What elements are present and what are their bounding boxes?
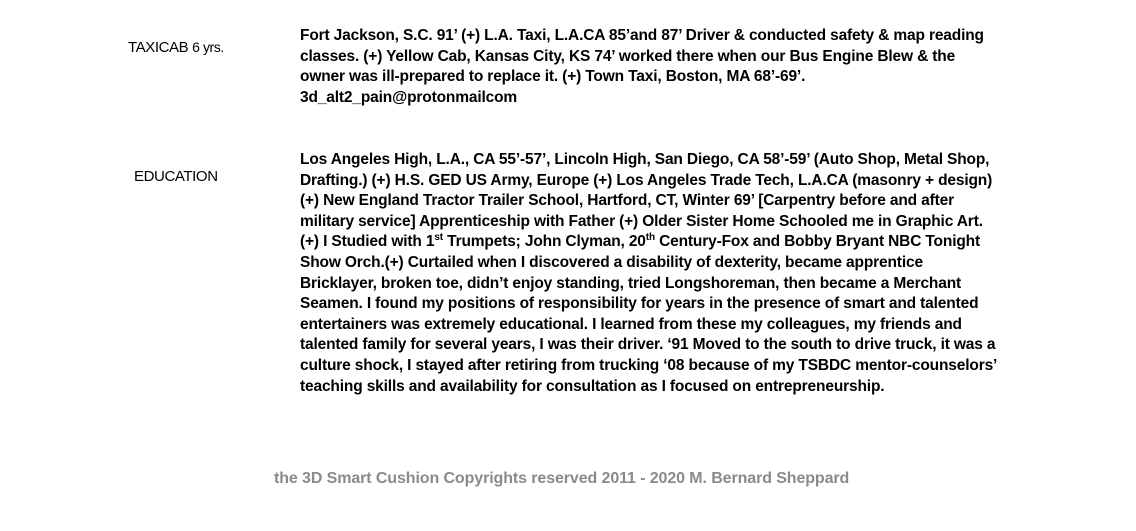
education-line: culture shock, I stayed after retiring from trucking ‘08 because of my TSBDC mentor-counselors’ bbox=[300, 356, 998, 374]
taxicab-section-label bbox=[128, 39, 224, 56]
copyright-footer: the 3D Smart Cushion Copyrights reserved 2011 - 2020 M. Bernard Sheppard bbox=[274, 470, 850, 487]
education-line: Los Angeles High, L.A., CA 55’-57’, Lincoln High, San Diego, CA 58’-59’ (Auto Shop, Metal Shop, bbox=[300, 151, 990, 168]
taxicab-line: owner was ill-prepared to replace it. (+) Town Taxi, Boston, MA 68’-69’. bbox=[300, 68, 806, 86]
taxicab-line: classes. (+) Yellow Cab, Kansas City, KS 74’ worked there when our Bus Engine Blew & the bbox=[300, 47, 956, 65]
education-label-text: EDUCATION bbox=[134, 168, 218, 185]
taxicab-line: Fort Jackson, S.C. 91’ (+) L.A. Taxi, L.A.CA 85’and 87’ Driver & conducted safety & map reading bbox=[300, 27, 984, 44]
taxicab-details bbox=[300, 26, 984, 108]
taxicab-duration: 6 yrs. bbox=[192, 39, 224, 55]
studied-text-2: Trumpets; John Clyman, 20 bbox=[442, 233, 646, 251]
education-line: Bricklayer, broken toe, didn’t enjoy standing, tried Longshoreman, then became a Merchant bbox=[300, 274, 962, 292]
ordinal-suffix-th: th bbox=[645, 232, 655, 244]
education-line: teaching skills and availability for consultation as I focused on entrepreneurship. bbox=[300, 377, 885, 395]
education-line: Seamen. I found my positions of responsibility for years in the presence of smart and talented bbox=[300, 295, 979, 313]
contact-email: 3d_alt2_pain@protonmailcom bbox=[300, 88, 518, 106]
education-line: military service] Apprenticeship with Father (+) Older Sister Home Schooled me in Graphic Art. bbox=[300, 212, 983, 230]
education-details bbox=[300, 150, 997, 397]
studied-text-1: (+) I Studied with 1 bbox=[300, 233, 435, 251]
ordinal-suffix-st: st bbox=[434, 232, 443, 244]
taxicab-label-text: TAXICAB bbox=[128, 39, 189, 56]
education-line: Show Orch.(+) Curtailed when I discovered a disability of dexterity, became apprentice bbox=[300, 253, 923, 271]
studied-text-3: Century-Fox and Bobby Bryant NBC Tonight bbox=[654, 233, 981, 251]
education-line: entertainers was extremely educational. I learned from these my colleagues, my friends and bbox=[300, 315, 962, 333]
education-line: talented family for several years, I was their driver. ‘91 Moved to the south to drive truck, it was a bbox=[300, 336, 996, 354]
education-line: (+) New England Tractor Trailer School, Hartford, CT, Winter 69’ [Carpentry before and after bbox=[300, 192, 954, 210]
education-section-label bbox=[134, 168, 218, 185]
education-line: Drafting.) (+) H.S. GED US Army, Europe (+) Los Angeles Trade Tech, L.A.CA (masonry + design) bbox=[300, 171, 993, 189]
education-line-studied bbox=[300, 232, 997, 253]
